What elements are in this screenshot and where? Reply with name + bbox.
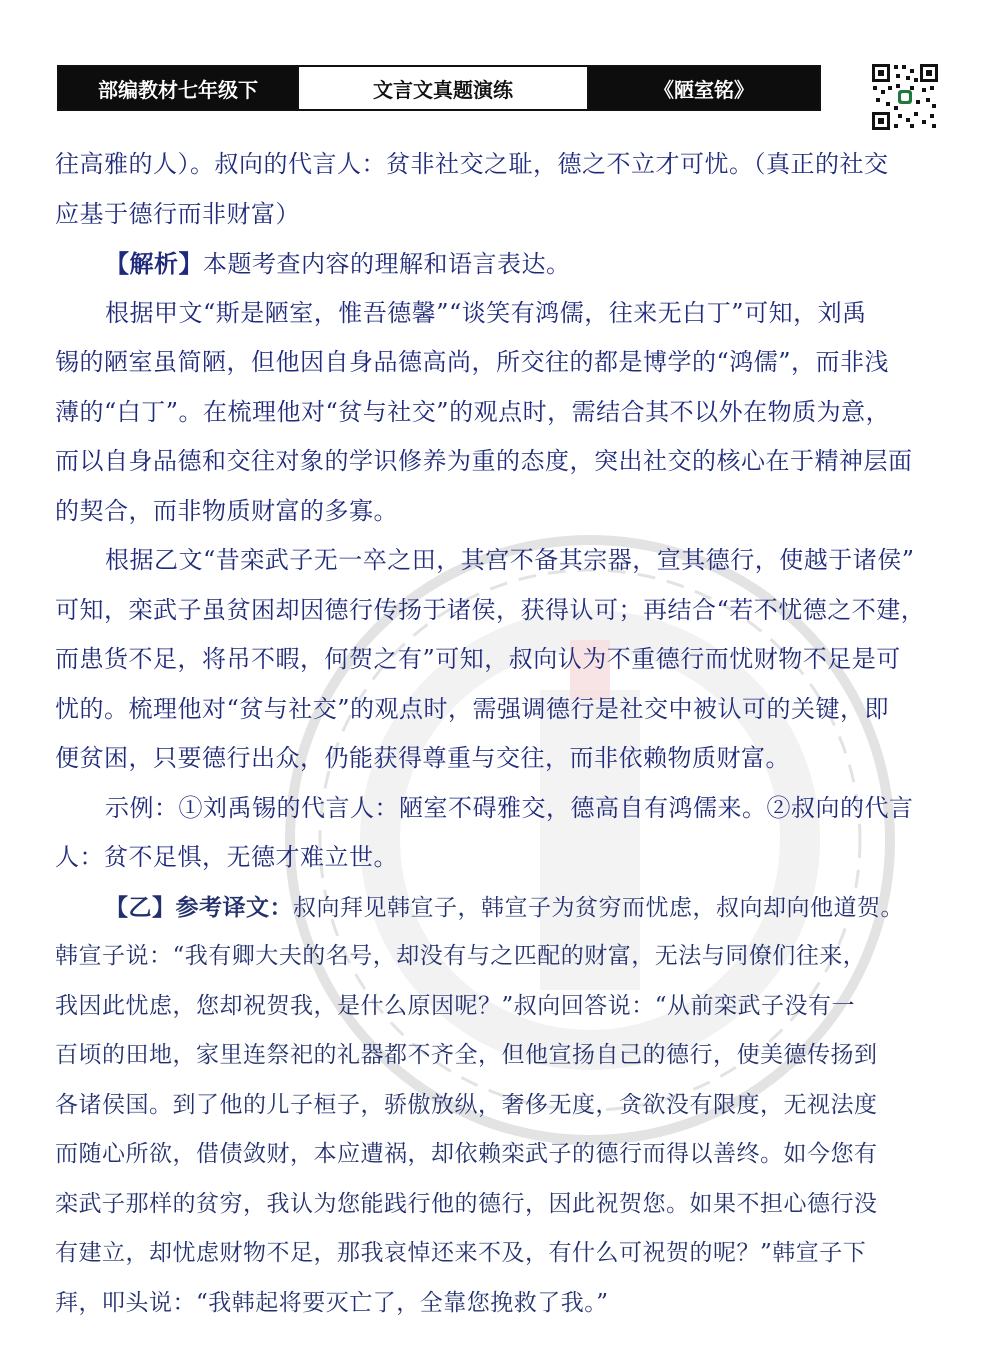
translation-line: 百顷的田地，家里连祭祀的礼器都不齐全，但他宣扬自己的德行，使美德传扬到 <box>55 1042 878 1068</box>
analysis-line <box>55 239 945 289</box>
translation-line <box>55 883 945 933</box>
text-line: 应基于德行而非财富） <box>55 199 300 228</box>
text-line: 忧的。梳理他对“贫与社交”的观点时，需强调德行是社交中被认可的关键，即 <box>55 694 890 723</box>
header-textbook-label: 部编教材七年级下 <box>59 67 297 109</box>
translation-text: 叔向拜见韩宣子，韩宣子为贫穷而忧虑，叔向却向他道贺。 <box>293 894 904 921</box>
header-bar <box>57 65 821 111</box>
translation-label: 【乙】参考译文： <box>105 893 293 921</box>
text-line: 人：贫不足惧，无德才难立世。 <box>55 843 398 871</box>
translation-line: 而随心所欲，借债敛财，本应遭祸，却依赖栾武子的德行而得以善终。如今您有 <box>55 1141 878 1167</box>
analysis-label: 【解析】 <box>105 249 203 278</box>
text-line: 示例：①刘禹锡的代言人：陋室不碍雅交，德高自有鸿儒来。②叔向的代言 <box>105 793 914 822</box>
text-line: 锡的陋室虽简陋，但他因自身品德高尚，所交往的都是博学的“鸿儒”，而非浅 <box>55 348 890 376</box>
text-line: 往高雅的人）。叔向的代言人：贫非社交之耻，德之不立才可忧。（真正的社交 <box>55 150 889 178</box>
translation-line: 各诸侯国。到了他的儿子桓子，骄傲放纵，奢侈无度，贪欲没有限度，无视法度 <box>55 1091 878 1118</box>
text-line: 可知，栾武子虽贫困却因德行传扬于诸侯，获得认可；再结合“若不忧德之不建， <box>55 595 926 624</box>
analysis-text: 本题考查内容的理解和语言表达。 <box>203 250 571 278</box>
translation-line: 有建立，却忧虑财物不足，那我哀悼还来不及，有什么可祝贺的呢？”韩宣子下 <box>55 1240 867 1266</box>
header-lesson-title: 《陋室铭》 <box>589 67 819 109</box>
text-line: 根据甲文“斯是陋室，惟吾德馨”“谈笑有鸿儒，往来无白丁”可知，刘禹 <box>105 298 867 327</box>
translation-block <box>55 883 945 1329</box>
qr-code-icon <box>870 62 940 132</box>
text-line: 而以自身品德和交往对象的学识修养为重的态度，突出社交的核心在于精神层面 <box>55 447 913 475</box>
text-line: 的契合，而非物质财富的多寡。 <box>55 496 398 525</box>
text-line: 而患货不足，将吊不暇，何贺之有”可知，叔向认为不重德行而忧财物不足是可 <box>55 645 901 673</box>
translation-line: 我因此忧虑，您却祝贺我，是什么原因呢？”叔向回答说：“从前栾武子没有一 <box>55 992 856 1019</box>
text-line: 便贫困，只要德行出众，仍能获得尊重与交往，而非依赖物质财富。 <box>55 744 790 772</box>
translation-line: 韩宣子说：“我有卿大夫的名号，却没有与之匹配的财富，无法与同僚们往来， <box>55 943 867 969</box>
text-line: 根据乙文“昔栾武子无一卒之田，其宫不备其宗器，宣其德行，使越于诸侯” <box>105 546 915 574</box>
header-section-title: 文言文真题演练 <box>297 67 589 109</box>
translation-line: 拜，叩头说：“我韩起将要灭亡了，全靠您挽救了我。” <box>55 1289 609 1316</box>
translation-line: 栾武子那样的贫穷，我认为您能践行他的德行，因此祝贺您。如果不担心德行没 <box>55 1190 878 1217</box>
text-line: 薄的“白丁”。在梳理他对“贫与社交”的观点时，需结合其不以外在物质为意， <box>55 397 891 426</box>
page-content <box>55 140 945 1328</box>
